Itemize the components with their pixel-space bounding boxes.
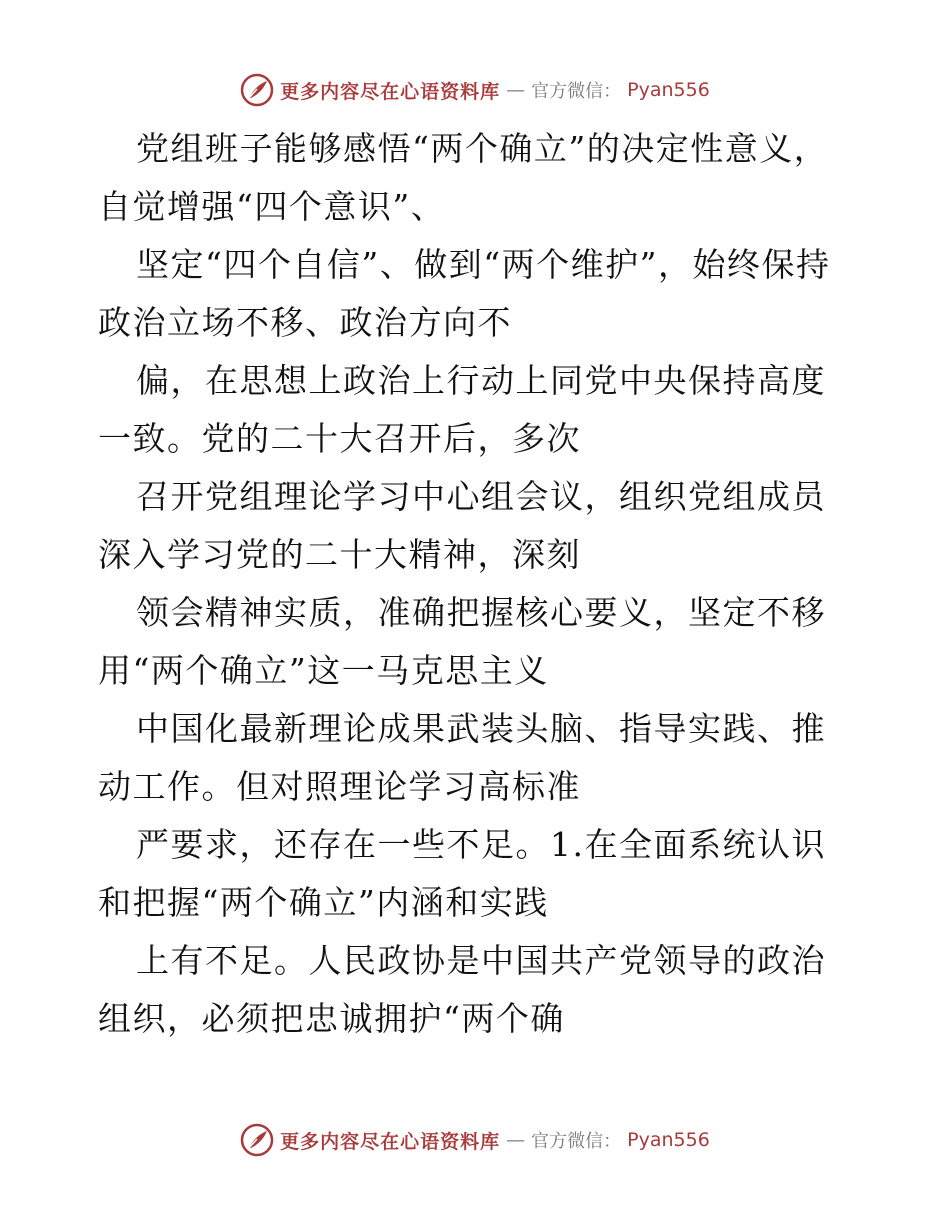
banner-wechat-id: Pyan556	[627, 1129, 710, 1151]
banner-title: 更多内容尽在心语资料库	[280, 1130, 501, 1153]
feather-pen-icon	[240, 73, 274, 107]
banner-wechat-id: Pyan556	[627, 79, 710, 101]
document-body	[98, 120, 858, 1048]
footer-watermark-banner	[0, 1120, 950, 1160]
banner-wechat-label: 官方微信：	[531, 1131, 622, 1152]
banner-separator: —	[506, 79, 526, 101]
paragraph-1: 党组班子能够感悟“两个确立”的决定性意义，自觉增强“四个意识”、	[98, 129, 829, 226]
paragraph-2: 坚定“四个自信”、做到“两个维护”，始终保持政治立场不移、政治方向不	[98, 245, 831, 342]
paragraph-3: 偏，在思想上政治上行动上同党中央保持高度一致。党的二十大召开后，多次	[98, 361, 826, 458]
header-watermark-banner	[0, 70, 950, 110]
feather-pen-icon	[240, 1123, 274, 1157]
banner-wechat-label: 官方微信：	[531, 81, 622, 102]
banner-separator: —	[506, 1129, 526, 1151]
paragraph-4: 召开党组理论学习中心组会议，组织党组成员深入学习党的二十大精神，深刻	[98, 477, 826, 574]
paragraph-8: 上有不足。人民政协是中国共产党领导的政治组织，必须把忠诚拥护“两个确	[98, 941, 826, 1038]
paragraph-6: 中国化最新理论成果武装头脑、指导实践、推动工作。但对照理论学习高标准	[98, 709, 826, 806]
banner-title: 更多内容尽在心语资料库	[280, 80, 501, 103]
paragraph-5: 领会精神实质，准确把握核心要义，坚定不移用“两个确立”这一马克思主义	[98, 593, 826, 690]
paragraph-7: 严要求，还存在一些不足。1.在全面系统认识和把握“两个确立”内涵和实践	[98, 825, 826, 922]
